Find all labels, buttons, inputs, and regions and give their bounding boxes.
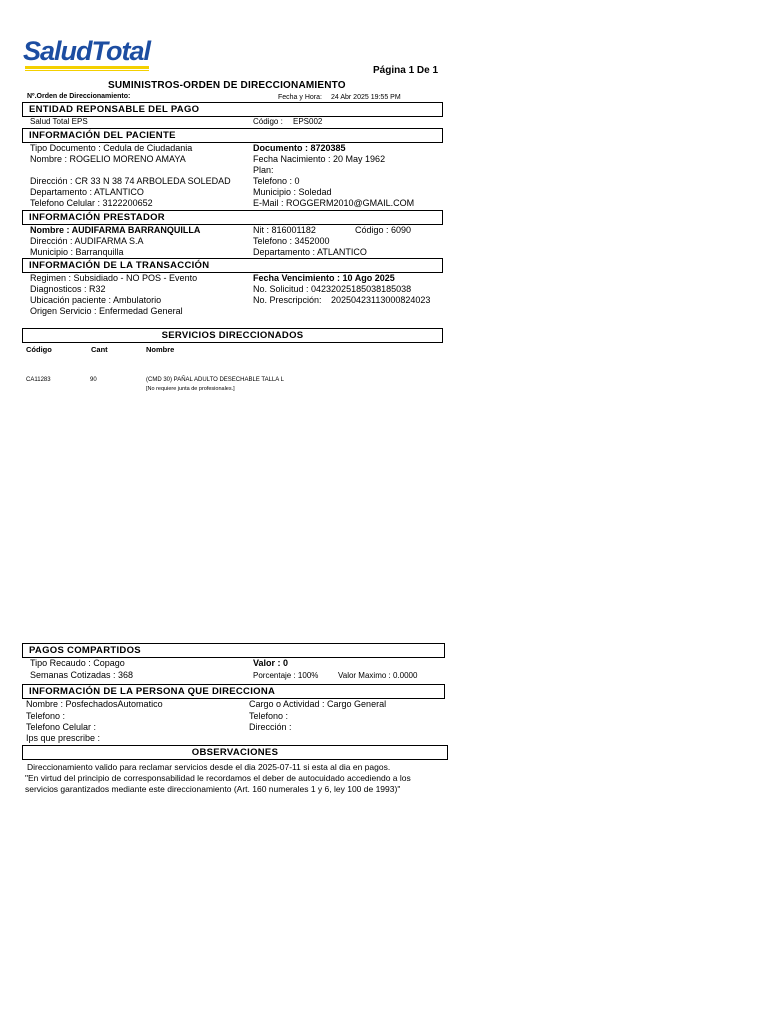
prestador-municipio: Municipio : Barranquilla (30, 247, 124, 257)
transaccion-ubicacion: Ubicación paciente : Ambulatorio (30, 295, 162, 305)
pagos-tipo-recaudo: Tipo Recaudo : Copago (30, 658, 125, 668)
observaciones-line-2: "En virtud del principio de corresponsabilidad le recordamos el deber de autocuidado accediendo a los (25, 773, 411, 783)
prestador-direccion: Dirección : AUDIFARMA S.A (30, 236, 144, 246)
salud-total-logo: SaludTotal (23, 36, 151, 66)
paciente-plan: Plan: (253, 165, 274, 175)
fecha-hora-label: Fecha y Hora: (278, 94, 322, 101)
prestador-nombre: Nombre : AUDIFARMA BARRANQUILLA (30, 225, 201, 235)
persona-cargo: Cargo o Actividad : Cargo General (249, 699, 387, 709)
transaccion-prescripcion-label: No. Prescripción: (253, 295, 322, 305)
servicios-header: SERVICIOS DIRECCIONADOS (22, 328, 443, 343)
persona-header: INFORMACIÓN DE LA PERSONA QUE DIRECCIONA (22, 684, 445, 699)
entidad-codigo-label: Código : (253, 117, 283, 126)
fecha-hora-value: 24 Abr 2025 19:55 PM (331, 94, 401, 101)
persona-direccion: Dirección : (249, 722, 292, 732)
persona-telefono-2: Telefono : (249, 711, 289, 721)
entidad-header: ENTIDAD REPONSABLE DEL PAGO (22, 102, 443, 117)
pagos-header: PAGOS COMPARTIDOS (22, 643, 445, 658)
order-number-label: Nº.Orden de Direccionamiento: (27, 93, 131, 100)
paciente-direccion: Dirección : CR 33 N 38 74 ARBOLEDA SOLEDAD (30, 176, 231, 186)
logo-underline-thin (25, 70, 149, 71)
servicios-col-codigo: Código (26, 345, 52, 354)
paciente-email: E-Mail : ROGGERM2010@GMAIL.COM (253, 198, 415, 208)
transaccion-prescripcion-value: 20250423113000824023 (331, 295, 431, 305)
paciente-tipo-documento: Tipo Documento : Cedula de Ciudadania (30, 143, 193, 153)
pagos-valor-maximo: Valor Maximo : 0.0000 (338, 671, 418, 680)
paciente-celular: Telefono Celular : 3122200652 (30, 198, 153, 208)
persona-ips: Ips que prescribe : (26, 733, 101, 743)
pagos-semanas: Semanas Cotizadas : 368 (30, 670, 134, 680)
pagos-valor: Valor : 0 (253, 658, 289, 668)
paciente-header: INFORMACIÓN DEL PACIENTE (22, 128, 443, 143)
transaccion-header: INFORMACIÓN DE LA TRANSACCIÓN (22, 258, 443, 273)
transaccion-origen: Origen Servicio : Enfermedad General (30, 306, 183, 316)
observaciones-line-3: servicios garantizados mediante este direccionamiento (Art. 160 numerales 1 y 6, ley 100 de 1993)" (25, 784, 401, 794)
paciente-nacimiento: Fecha Nacimiento : 20 May 1962 (253, 154, 386, 164)
persona-celular: Telefono Celular : (26, 722, 97, 732)
servicio-cant: 90 (90, 377, 97, 383)
observaciones-line-1: Direccionamiento valido para reclamar servicios desde el dia 2025-07-11 si esta al dia en pagos. (27, 762, 391, 772)
servicio-nota: [No requiere junta de profesionales.] (146, 386, 235, 392)
persona-telefono: Telefono : (26, 711, 66, 721)
prestador-header: INFORMACIÓN PRESTADOR (22, 210, 443, 225)
pagos-porcentaje: Porcentaje : 100% (253, 671, 319, 680)
paciente-telefono: Telefono : 0 (253, 176, 300, 186)
entidad-codigo-value: EPS002 (293, 117, 323, 126)
transaccion-regimen: Regimen : Subsidiado - NO POS - Evento (30, 273, 198, 283)
servicio-nombre: (CMD 30) PAÑAL ADULTO DESECHABLE TALLA L (146, 377, 284, 383)
observaciones-header: OBSERVACIONES (22, 745, 448, 760)
transaccion-vencimiento: Fecha Vencimiento : 10 Ago 2025 (253, 273, 395, 283)
entidad-name: Salud Total EPS (30, 117, 88, 126)
paciente-nombre: Nombre : ROGELIO MORENO AMAYA (30, 154, 186, 164)
servicios-col-cant: Cant (91, 345, 108, 354)
prestador-telefono: Telefono : 3452000 (253, 236, 330, 246)
transaccion-solicitud: No. Solicitud : 04232025185038185038 (253, 284, 412, 294)
logo-underline (25, 66, 149, 69)
page-indicator: Página 1 De 1 (373, 65, 439, 76)
paciente-municipio: Municipio : Soledad (253, 187, 332, 197)
prestador-codigo: Código : 6090 (355, 225, 412, 235)
servicio-codigo: CA11283 (26, 377, 51, 383)
paciente-departamento: Departamento : ATLANTICO (30, 187, 144, 197)
prestador-departamento: Departamento : ATLANTICO (253, 247, 367, 257)
persona-nombre: Nombre : PosfechadosAutomatico (26, 699, 163, 709)
prestador-nit: Nit : 816001182 (253, 225, 316, 235)
transaccion-diagnosticos: Diagnosticos : R32 (30, 284, 106, 294)
document-title: SUMINISTROS-ORDEN DE DIRECCIONAMIENTO (108, 80, 346, 91)
paciente-documento: Documento : 8720385 (253, 143, 346, 153)
servicios-col-nombre: Nombre (146, 345, 175, 354)
